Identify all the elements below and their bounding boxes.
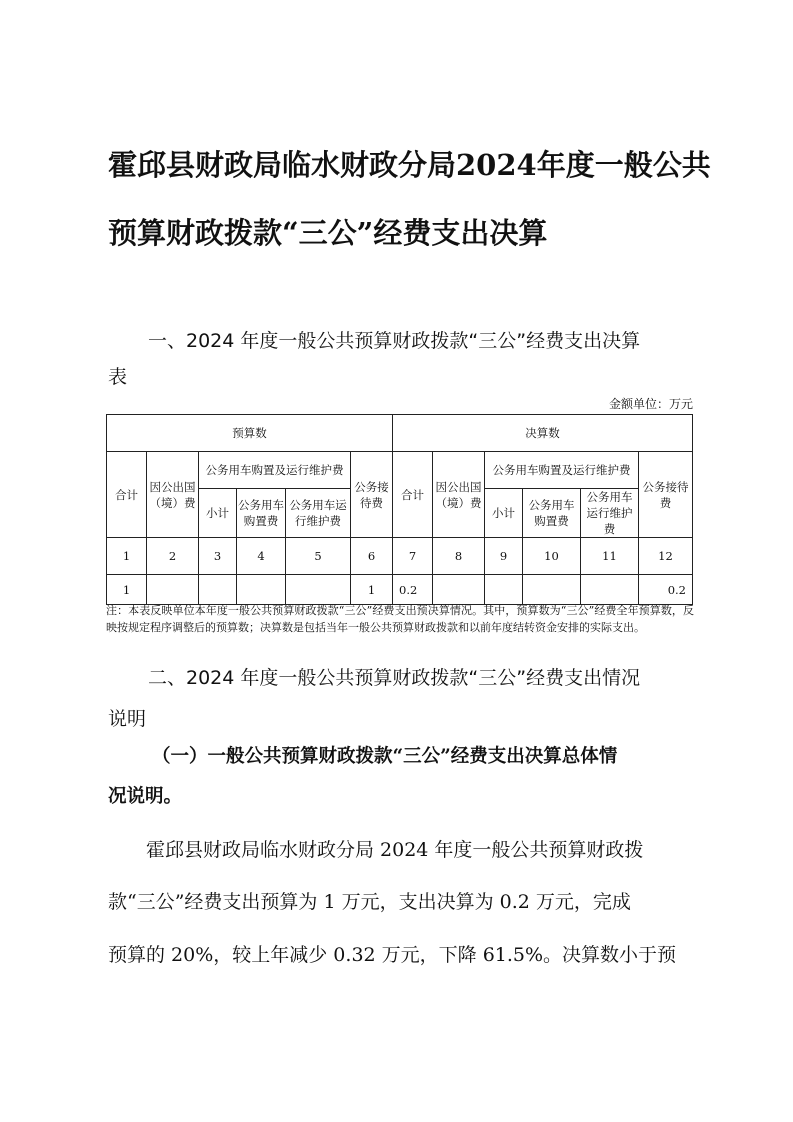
budget-vehicle-operation-value bbox=[286, 575, 351, 605]
final-group-header: 决算数 bbox=[393, 415, 693, 452]
final-reception-value: 0.2 bbox=[639, 575, 693, 605]
document-title-line-2: 预算财政拨款“三公”经费支出决算 bbox=[108, 216, 548, 250]
section-1-heading-line-1: 一、2024 年度一般公共预算财政拨款“三公”经费支出决算 bbox=[148, 330, 641, 352]
index-cell: 2 bbox=[147, 538, 199, 575]
subsection-1-heading-line-1: （一）一般公共预算财政拨款“三公”经费支出决算总体情 bbox=[152, 746, 618, 767]
paragraph-line-1: 霍邱县财政局临水财政分局 2024 年度一般公共预算财政拨 bbox=[146, 839, 644, 861]
budget-vehicle-operation-header: 公务用车运行维护费 bbox=[286, 489, 351, 538]
index-cell: 6 bbox=[351, 538, 393, 575]
budget-abroad-value bbox=[147, 575, 199, 605]
index-cell: 8 bbox=[433, 538, 485, 575]
final-reception-header: 公务接待费 bbox=[639, 452, 693, 538]
index-cell: 12 bbox=[639, 538, 693, 575]
index-cell: 1 bbox=[107, 538, 147, 575]
budget-vehicle-purchase-value bbox=[237, 575, 286, 605]
paragraph-line-3: 预算的 20%，较上年减少 0.32 万元，下降 61.5%。决算数小于预 bbox=[108, 944, 677, 966]
paragraph-line-2: 款“三公”经费支出预算为 1 万元，支出决算为 0.2 万元，完成 bbox=[108, 891, 631, 913]
table-header-row-2 bbox=[107, 452, 693, 489]
final-total-value: 0.2 bbox=[393, 575, 433, 605]
section-1-heading-line-2: 表 bbox=[108, 366, 128, 388]
table-header-row-1 bbox=[107, 415, 693, 452]
index-cell: 3 bbox=[199, 538, 237, 575]
section-2-heading-line-1: 二、2024 年度一般公共预算财政拨款“三公”经费支出情况 bbox=[148, 667, 641, 689]
final-vehicle-purchase-value bbox=[523, 575, 581, 605]
final-vehicle-group-header: 公务用车购置及运行维护费 bbox=[485, 452, 639, 489]
final-abroad-value bbox=[433, 575, 485, 605]
table-note: 注：本表反映单位本年度一般公共预算财政拨款“三公”经费支出预决算情况。其中，预算数为“三公”经费全年预算数，反映按规定程序调整后的预算数；决算数是包括当年一般公共预算财政拨款和以前年度结转资金安排的实际支出。 bbox=[106, 604, 694, 634]
index-cell: 7 bbox=[393, 538, 433, 575]
budget-reception-header: 公务接待费 bbox=[351, 452, 393, 538]
index-cell: 11 bbox=[581, 538, 639, 575]
final-vehicle-operation-header: 公务用车运行维护费 bbox=[581, 489, 639, 538]
index-cell: 9 bbox=[485, 538, 523, 575]
index-cell: 10 bbox=[523, 538, 581, 575]
final-vehicle-purchase-header: 公务用车购置费 bbox=[523, 489, 581, 538]
section-2-heading-line-2: 说明 bbox=[108, 708, 147, 730]
subsection-1-heading-line-2: 况说明。 bbox=[108, 786, 183, 807]
table-data-row bbox=[107, 575, 693, 605]
table-index-row bbox=[107, 538, 693, 575]
budget-subtotal-value bbox=[199, 575, 237, 605]
budget-total-header: 合计 bbox=[107, 452, 147, 538]
document-title-line-1: 霍邱县财政局临水财政分局2024年度一般公共 bbox=[108, 148, 711, 182]
budget-reception-value: 1 bbox=[351, 575, 393, 605]
final-vehicle-operation-value bbox=[581, 575, 639, 605]
unit-label: 金额单位：万元 bbox=[608, 397, 693, 411]
budget-group-header: 预算数 bbox=[107, 415, 393, 452]
budget-vehicle-group-header: 公务用车购置及运行维护费 bbox=[199, 452, 351, 489]
index-cell: 4 bbox=[237, 538, 286, 575]
final-abroad-header: 因公出国（境）费 bbox=[433, 452, 485, 538]
budget-total-value: 1 bbox=[107, 575, 147, 605]
index-cell: 5 bbox=[286, 538, 351, 575]
final-subtotal-value bbox=[485, 575, 523, 605]
budget-subtotal-header: 小计 bbox=[199, 489, 237, 538]
budget-abroad-header: 因公出国（境）费 bbox=[147, 452, 199, 538]
budget-vehicle-purchase-header: 公务用车购置费 bbox=[237, 489, 286, 538]
final-total-header: 合计 bbox=[393, 452, 433, 538]
three-public-expense-table bbox=[106, 414, 693, 605]
final-subtotal-header: 小计 bbox=[485, 489, 523, 538]
